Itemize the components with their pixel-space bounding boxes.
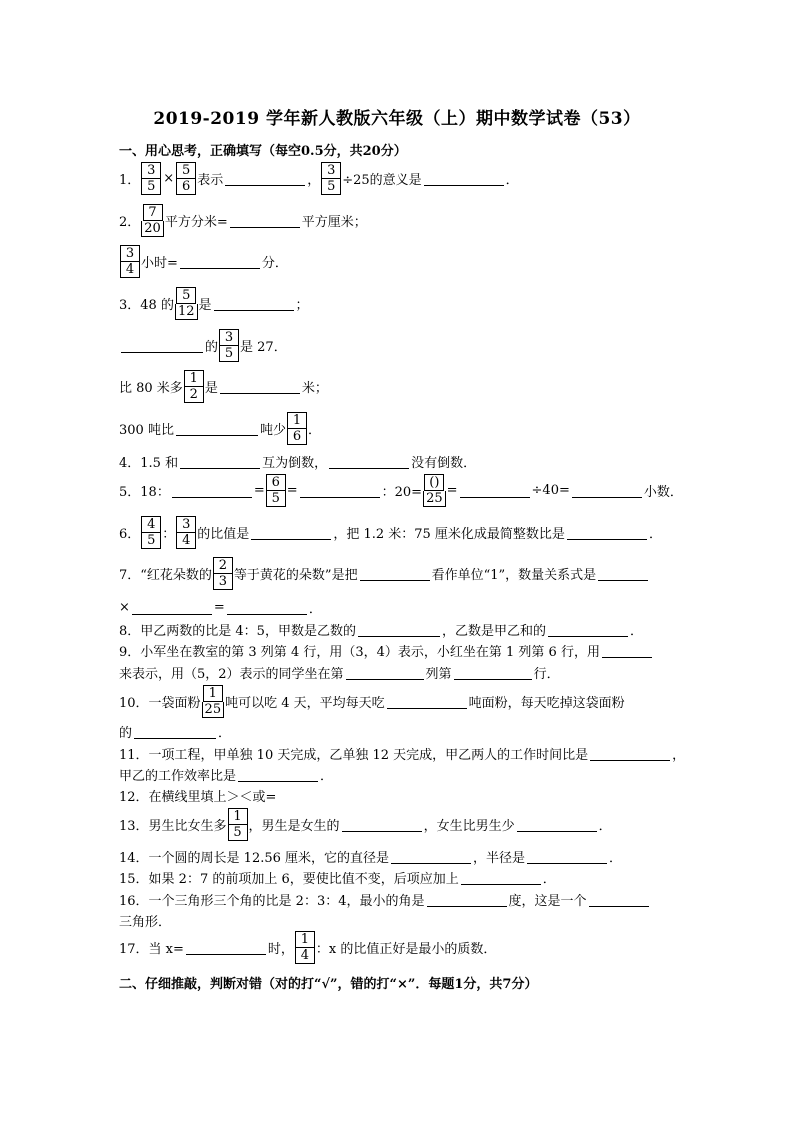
q7b-text: × [119,600,130,615]
numerator: 3 [321,162,341,179]
denominator: 25 [423,491,446,507]
fraction [219,329,239,362]
denominator: 25 [202,702,225,718]
q3c-text: 比 80 米多 [119,381,183,396]
q10-text: 吨可以吃 4 天，平均每天吃 [225,696,385,711]
q1-text: ÷25的意义是 [342,173,422,188]
q3c-text: 米； [301,381,328,396]
question-10-part-a [119,685,625,718]
question-14 [119,847,622,866]
q1-text: 表示 [197,173,224,188]
numerator: 3 [219,329,239,346]
q8-text: ，乙数是甲乙和的 [441,624,546,639]
answer-blank[interactable] [517,830,597,832]
q9-text: 9．小军坐在教室的第 3 列第 4 行，用（3，4）表示，小红坐在第 1 列第 6 行，用 [119,645,600,660]
answer-blank[interactable] [214,309,294,311]
q3-text: 3．48 的 [119,298,174,313]
q5-text: = [286,483,298,498]
q3d-text: 300 吨比 [119,423,174,438]
answer-blank[interactable] [225,184,305,186]
answer-blank[interactable] [589,905,649,907]
q7-text: 7．“红花朵数的 [119,568,212,583]
question-2-part-b [119,245,288,278]
q11-text: ， [672,748,686,763]
denominator: 4 [176,533,196,549]
q12-text: 12．在横线里填上＞＜或= [119,790,277,805]
answer-blank[interactable] [251,538,331,540]
q13-text: ，男生是女生的 [248,819,340,834]
q3-text: 是 [198,298,212,313]
answer-blank[interactable] [387,707,467,709]
answer-blank[interactable] [527,862,607,864]
fraction [266,474,286,507]
answer-blank[interactable] [427,905,507,907]
answer-blank[interactable] [572,496,642,498]
fraction [175,287,198,320]
answer-blank[interactable] [548,635,628,637]
q17-text: 17．当 x= [119,942,184,957]
q6-number: 6． [119,527,141,542]
q5-text: 小数． [643,485,683,500]
q16-text: 16．一个三角形三个角的比是 2：3：4，最小的角是 [119,894,425,909]
question-6 [119,516,662,549]
fraction [141,204,164,237]
numerator: 1 [295,931,315,948]
answer-blank[interactable] [454,678,532,680]
q5-text: = [446,483,458,498]
answer-blank[interactable] [360,579,430,581]
q3c-text: 是 [204,381,218,396]
question-3-part-a [119,287,309,320]
question-16-part-a [119,890,651,909]
q14-text: 14．一个圆的周长是 12.56 厘米，它的直径是 [119,851,390,866]
q2b-text: 分． [261,256,288,271]
question-16-part-b [119,911,171,930]
answer-blank[interactable] [134,737,216,739]
q4-text: 没有倒数． [411,456,477,471]
answer-blank[interactable] [121,351,203,353]
fraction [423,474,446,507]
q13-text: 13．男生比女生多 [119,819,227,834]
q7b-text: = [213,600,225,615]
numerator: 3 [120,245,140,262]
fraction [176,516,196,549]
answer-blank[interactable] [176,434,258,436]
q3b-text: 的 [205,340,219,355]
denominator: 4 [295,948,315,964]
answer-blank[interactable] [172,496,252,498]
fraction [295,931,315,964]
numerator: 3 [141,162,161,179]
answer-blank[interactable] [220,392,300,394]
denominator: 5 [266,491,286,507]
denominator: 5 [219,346,239,362]
answer-blank[interactable] [180,267,260,269]
q8-text: 8．甲乙两数的比是 4：5，甲数是乙数的 [119,624,356,639]
answer-blank[interactable] [461,883,541,885]
denominator: 5 [141,179,161,195]
numerator: 6 [266,474,286,491]
answer-blank[interactable] [180,467,260,469]
q13-text: ，女生比男生少 [423,819,515,834]
q6-text: ． [648,527,662,542]
q17-text: ：x 的比值正好是最小的质数． [315,942,497,957]
answer-blank[interactable] [132,613,212,615]
fraction [184,370,204,403]
q14-text: ，半径是 [473,851,526,866]
q5-eq: = [253,483,265,498]
q3b-text: 是 27． [240,340,287,355]
q5-text: ÷40= [531,483,570,498]
denominator: 5 [321,179,341,195]
denominator: 6 [176,179,196,195]
denominator: 4 [120,262,140,278]
question-13 [119,808,612,841]
answer-blank[interactable] [238,780,318,782]
question-3-part-d [119,412,321,445]
q2b-text: 小时= [141,256,178,271]
fraction [141,162,161,195]
q10b-text: ． [218,726,232,741]
question-11-part-b [119,765,333,784]
answer-blank[interactable] [230,226,300,228]
q16b-text: 三角形． [119,915,172,930]
question-17 [119,931,496,964]
denominator: 5 [228,825,248,841]
numerator: 2 [213,557,233,574]
question-12 [119,786,276,805]
denominator: 2 [184,387,204,403]
q7-text: 等于黄花的朵数”是把 [233,568,358,583]
q7-text: 看作单位“1”，数量关系式是 [431,568,597,583]
q5-text: 5．18： [119,485,170,500]
fraction [141,516,161,549]
q6-text: 的比值是 [197,527,250,542]
fraction [176,162,196,195]
answer-blank[interactable] [460,496,530,498]
answer-blank[interactable] [329,467,409,469]
fraction [120,245,140,278]
fraction [202,685,225,718]
q15-text: ． [542,872,556,887]
q11b-text: ． [320,769,334,784]
q1-comma: ， [307,173,321,188]
q14-text: ． [609,851,623,866]
q9b-text: 来表示，用（5，2）表示的同学坐在第 [119,667,344,682]
numerator: 1 [287,412,307,429]
question-11-part-a [119,744,685,763]
denominator: 20 [141,221,164,237]
numerator: 1 [184,370,204,387]
q10-text: 吨面粉，每天吃掉这袋面粉 [468,696,625,711]
q3-text: ； [295,298,309,313]
denominator: 12 [175,304,198,320]
q2-number: 2． [119,215,141,230]
q7b-text: ． [308,602,322,617]
answer-blank[interactable] [567,538,647,540]
denominator: 6 [287,429,307,445]
q13-text: ． [598,819,612,834]
denominator: 5 [141,533,161,549]
q6-colon: ： [162,527,176,542]
fraction [228,808,248,841]
answer-blank[interactable] [186,953,266,955]
question-9-part-b [119,663,560,682]
q11b-text: 甲乙的工作效率比是 [119,769,237,784]
question-4 [119,452,476,471]
q10-text: 10．一袋面粉 [119,696,201,711]
question-3-part-c [119,370,328,403]
answer-blank[interactable] [598,579,648,581]
q10b-text: 的 [119,726,133,741]
q9b-text: 列第 [425,667,452,682]
question-1 [119,162,519,195]
numerator: 5 [176,287,196,304]
q2-text: 平方分米= [164,215,228,230]
answer-blank[interactable] [227,613,307,615]
numerator: 5 [176,162,196,179]
q17-text: 时， [267,942,294,957]
answer-blank[interactable] [346,678,424,680]
numerator: 7 [143,204,163,221]
q6-text: ，把 1.2 米：75 厘米化成最简整数比是 [333,527,565,542]
q3d-text: 吨少 [259,423,286,438]
answer-blank[interactable] [342,830,422,832]
question-3-part-b [119,329,287,362]
q3d-text: ． [307,423,321,438]
answer-blank[interactable] [424,184,504,186]
question-10-part-b [119,722,231,741]
numerator: 1 [203,685,223,702]
numerator: 3 [176,516,196,533]
q16-text: 度，这是一个 [508,894,587,909]
answer-blank[interactable] [358,635,440,637]
q2-text: 平方厘米； [301,215,367,230]
fraction [213,557,233,590]
q15-text: 15．如果 2：7 的前项加上 6，要使比值不变，后项应加上 [119,872,459,887]
times-sign: × [163,171,175,186]
answer-blank[interactable] [300,496,380,498]
numerator: 1 [228,808,248,825]
q5-text: ：20= [381,485,423,500]
q9b-text: 行． [533,667,560,682]
q1-end: ． [505,173,519,188]
answer-blank[interactable] [391,862,471,864]
question-7-part-a [119,557,650,590]
denominator: 3 [213,574,233,590]
q11-text: 11．一项工程，甲单独 10 天完成，乙单独 12 天完成，甲乙两人的工作时间比是 [119,748,589,763]
question-15 [119,868,556,887]
answer-blank[interactable] [590,759,670,761]
q4-text: 互为倒数， [262,456,328,471]
question-2-part-a [119,204,367,237]
section-one-heading: 一、用心思考，正确填写（每空0.5分，共20分） [119,144,407,159]
answer-blank[interactable] [602,656,652,658]
fraction [287,412,307,445]
q4-text: 4．1.5 和 [119,456,179,471]
question-9-part-a [119,641,654,660]
q1-number: 1． [119,173,141,188]
numerator: () [424,474,444,491]
question-7-part-b [119,598,322,617]
fraction [321,162,341,195]
q8-text: ． [629,624,643,639]
question-5 [119,474,683,507]
question-8 [119,620,643,639]
exam-title: 2019-2019 学年新人教版六年级（上）期中数学试卷（53） [153,109,641,129]
section-two-heading: 二、仔细推敲，判断对错（对的打“√”，错的打“×”．每题1分，共7分） [119,977,538,992]
numerator: 4 [141,516,161,533]
